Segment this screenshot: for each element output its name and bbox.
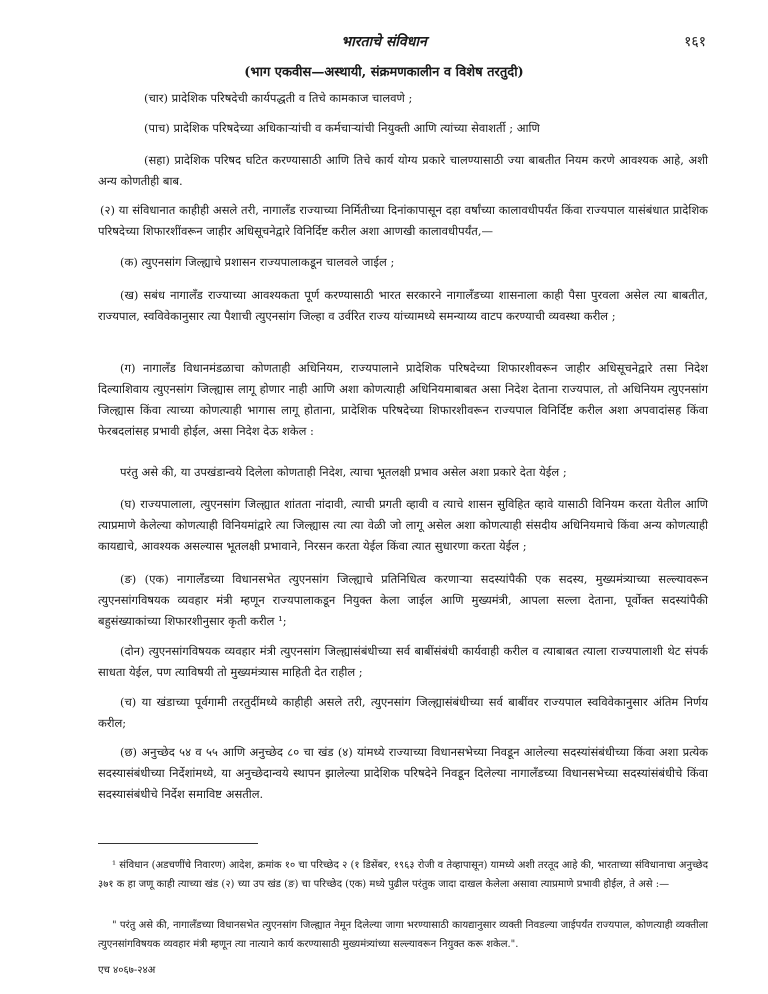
clause-char: (चार) प्रादेशिक परिषदेची कार्यपद्धती व तिचे कामकाज चालवणे ; (144, 91, 413, 105)
part-subtitle: (भाग एकवीस—अस्थायी, संक्रमणकालीन व विशेष तरतुदी) (244, 65, 524, 80)
subclause-nga-don: (दोन) त्युएनसांगविषयक व्यवहार मंत्री त्युएनसांग जिल्ह्यासंबंधीच्या सर्व बाबींसंबंधी कार्यवाही करील व त्याबाबत त्याला राज्यपालाशी थेट संपर्क साधता येईल, पण त्याविषयी तो मुख्यमंत्र्यास माहिती देत राहील ; (98, 644, 708, 679)
clause-2: (२) या संविधानात काहीही असले तरी, नागालँड राज्याच्या निर्मितीच्या दिनांकापासून दहा वर्षांच्या कालावधीपर्यंत किंवा राज्यपाल यासंबंधात प्रादेशिक परिषदेच्या शिफारशींवरून जाहीर अधिसूचनेद्वारे विनिर्दिष्ट करील अशा आणखी कालावधीपर्यंत,— (98, 203, 708, 238)
running-header-title: भारताचे संविधान (341, 34, 427, 50)
subclause-nga-ek: (ङ) (एक) नागालँडच्या विधानसभेत त्युएनसांग जिल्ह्याचे प्रतिनिधित्व करणाऱ्या सदस्यांपैकी एक सदस्य, मुख्यमंत्र्याच्या सल्ल्यावरून त्युएनसांगविषयक व्यवहार मंत्री म्हणून राज्यपालाकडून नियुक्त केला जाईल आणि मुख्यमंत्री, आपला सल्ला देताना, पूर्वोक्त सदस्यांपैकी बहुसंख्याकांच्या शिफारशीनुसार कृती करील ¹; (98, 572, 708, 628)
proviso: परंतु असे की, या उपखंडान्वये दिलेला कोणताही निदेश, त्याचा भूतलक्षी प्रभाव असेल अशा प्रकारे देता येईल ; (120, 465, 567, 479)
page-number: १६१ (684, 34, 706, 50)
subclause-cha: (च) या खंडाच्या पूर्वगामी तरतुदींमध्ये काहीही असले तरी, त्युएनसांग जिल्ह्यासंबंधीच्या सर्व बाबींवर राज्यपाल स्वविवेकानुसार अंतिम निर्णय करील; (98, 695, 708, 730)
print-code: एच ४०६७-२४अ (98, 965, 156, 976)
subclause-kha: (ख) सबंध नागालँड राज्याच्या आवश्यकता पूर्ण करण्यासाठी भारत सरकारने नागालँडच्या शासनाला काही पैसा पुरवला असेल त्या बाबतीत, राज्यपाल, स्वविवेकानुसार त्या पैशाची त्युएनसांग जिल्हा व उर्वरित राज्य यांच्यामध्ये समन्याय्य वाटप करण्याची व्यवस्था करील ; (98, 288, 708, 323)
footnote-divider (98, 843, 258, 844)
clause-saha: (सहा) प्रादेशिक परिषद घटित करण्यासाठी आणि तिचे कार्य योग्य प्रकारे चालण्यासाठी ज्या बाबतीत नियम करणे आवश्यक आहे, अशी अन्य कोणतीही बाब. (98, 153, 708, 188)
subclause-ka: (क) त्युएनसांग जिल्ह्याचे प्रशासन राज्यपालाकडून चालवले जाईल ; (120, 255, 395, 269)
clause-pach: (पाच) प्रादेशिक परिषदेच्या अधिकाऱ्यांची व कर्मचाऱ्यांची नियुक्ती आणि त्यांच्या सेवाशर्ती ; आणि (144, 121, 540, 135)
footnote-1: ¹ संविधान (अडचणींचे निवारण) आदेश, क्रमांक १० चा परिच्छेद २ (१ डिसेंबर, १९६३ रोजी व तेव्हापासून) यामध्ये अशी तरतूद आहे की, भारताच्या संविधानाचा अनुच्छेद ३७१ क हा जणू काही त्याच्या खंड (२) च्या उप खंड (ङ) चा परिच्छेद (एक) मध्ये पुढील परंतुक जादा दाखल केलेला असावा त्याप्रमाणे प्रभावी होईल, ते असे :— (98, 860, 708, 890)
footnote-2: " परंतु असे की, नागालँडच्या विधानसभेत त्युएनसांग जिल्ह्यात नेमून दिलेल्या जागा भरण्यासाठी कायद्यानुसार व्यक्ती निवडल्या जाईपर्यंत राज्यपाल, कोणत्याही व्यक्तीला त्युएनसांगविषयक व्यवहार मंत्री म्हणून त्या नात्याने कार्य करण्यासाठी मुख्यमंत्र्यांच्या सल्ल्यावरून नियुक्त करू शकेल.". (98, 920, 708, 950)
subclause-chha: (छ) अनुच्छेद ५४ व ५५ आणि अनुच्छेद ८० चा खंड (४) यांमध्ये राज्याच्या विधानसभेच्या निवडून आलेल्या सदस्यांसंबंधीच्या किंवा अशा प्रत्येक सदस्यासंबंधीच्या निर्देशांमध्ये, या अनुच्छेदान्वये स्थापन झालेल्या प्रादेशिक परिषदेने निवडून दिलेल्या नागालँडच्या विधानसभेच्या सदस्यांसंबंधीचे किंवा सदस्यासंबंधीचे निर्देश समाविष्ट असतील. (98, 745, 708, 801)
subclause-gha: (घ) राज्यपालाला, त्युएनसांग जिल्ह्यात शांतता नांदावी, त्याची प्रगती व्हावी व त्याचे शासन सुविहित व्हावे यासाठी विनियम करता येतील आणि त्याप्रमाणे केलेल्या कोणत्याही विनियमांद्वारे त्या जिल्ह्यास त्या त्या वेळी जो लागू असेल अशा कोणत्याही संसदीय अधिनियमाचे किंवा अन्य कोणत्याही कायद्याचे, आवश्यक असल्यास भूतलक्षी प्रभावाने, निरसन करता येईल किंवा त्यात सुधारणा करता येईल ; (98, 497, 708, 553)
subclause-ga: (ग) नागालँड विधानमंडळाचा कोणताही अधिनियम, राज्यपालाने प्रादेशिक परिषदेच्या शिफारशीवरून जाहीर अधिसूचनेद्वारे तसा निदेश दिल्याशिवाय त्युएनसांग जिल्ह्यास लागू होणार नाही आणि अशा कोणत्याही अधिनियमाबाबत असा निदेश देताना राज्यपाल, तो अधिनियम त्युएनसांग जिल्ह्यास किंवा त्याच्या कोणत्याही भागास लागू होताना, प्रादेशिक परिषदेच्या शिफारशीवरून राज्यपाल विनिर्दिष्ट करील अशा अपवादांसह किंवा फेरबदलांसह प्रभावी होईल, असा निदेश देऊ शकेल : (98, 361, 708, 438)
